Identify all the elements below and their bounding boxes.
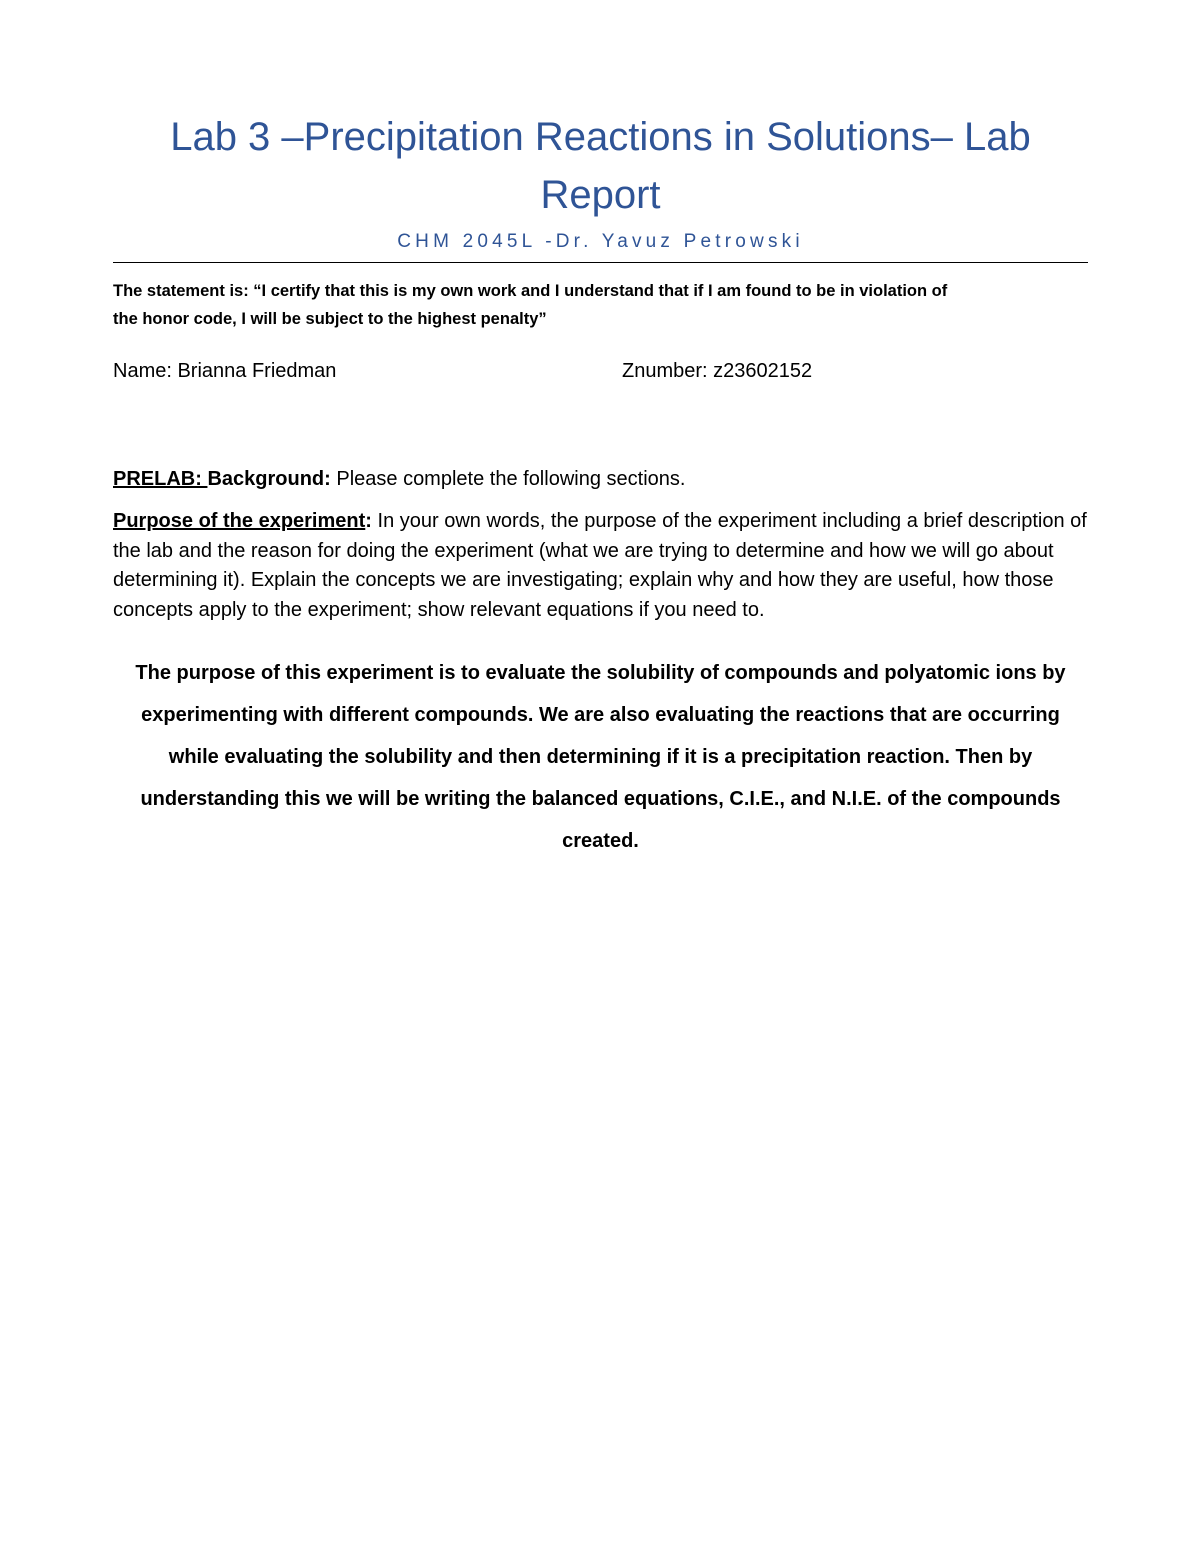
prelab-heading <box>113 464 1088 494</box>
student-znumber: Znumber: z23602152 <box>622 360 813 382</box>
answer-line-1: The purpose of this experiment is to evaluate the solubility of compounds and polyatomic ions by <box>135 662 1066 684</box>
purpose-colon: : <box>365 510 372 532</box>
honor-statement-line-1: The statement is: “I certify that this is my own work and I understand that if I am found to be in violation of <box>113 282 948 300</box>
prelab-label: PRELAB: <box>113 468 208 490</box>
document-page <box>113 0 1088 862</box>
document-title <box>113 0 1088 224</box>
title-line-1: Lab 3 –Precipitation Reactions in Solutions– Lab <box>170 115 1031 159</box>
student-name: Name: Brianna Friedman <box>113 360 337 382</box>
purpose-instructions: In your own words, the purpose of the experiment including a brief description of the lab and the reason for doing the experiment (what we are trying to determine and how we will go about determining it). Explain the concepts we are investigating; explain why and how they are useful, how those concepts apply to the experiment; show relevant equations if you need to. <box>113 510 1087 621</box>
purpose-section <box>113 507 1088 625</box>
header-divider <box>113 262 1088 263</box>
answer-line-2: experimenting with different compounds. We are also evaluating the reactions that are occurring <box>141 704 1060 726</box>
answer-line-4: understanding this we will be writing the balanced equations, C.I.E., and N.I.E. of the compounds <box>140 788 1061 810</box>
answer-line-5: created. <box>562 830 639 852</box>
prelab-instruction: Please complete the following sections. <box>330 468 686 490</box>
title-line-2: Report <box>540 173 661 217</box>
student-info-row <box>113 356 1088 386</box>
honor-statement-line-2: the honor code, I will be subject to the highest penalty” <box>113 310 547 328</box>
course-subtitle: CHM 2045L -Dr. Yavuz Petrowski <box>397 231 804 252</box>
answer-line-3: while evaluating the solubility and then determining if it is a precipitation reaction. Then by <box>168 746 1033 768</box>
background-label: Background: <box>207 468 331 490</box>
honor-statement <box>113 277 1088 333</box>
purpose-answer <box>113 652 1088 862</box>
purpose-heading: Purpose of the experiment <box>113 510 366 532</box>
